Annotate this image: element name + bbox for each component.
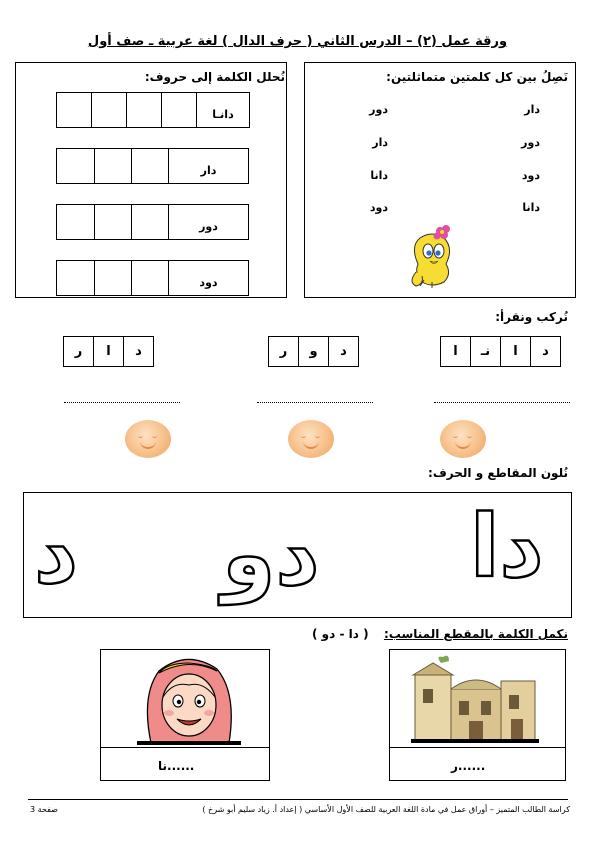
answer-cell[interactable] [94,260,132,296]
match-left-word[interactable]: دانا [370,169,388,182]
girl-picture [137,655,241,745]
letter-cell: و [298,336,329,367]
answer-cell[interactable] [126,92,162,128]
letter-cell: ر [63,336,94,367]
letter-group [269,336,359,367]
letter-cell: ر [268,336,299,367]
answer-cell[interactable] [56,260,95,296]
smiley-icon[interactable] [288,420,334,458]
house-picture [411,655,539,743]
letter-cell: د [530,336,561,367]
analyze-cells-row [57,92,250,128]
page-number: صفحة 3 [30,805,58,814]
page-title: ورقة عمل (٢) – الدرس الثاني ( حرف الدال ) لغة عربية ـ صف أول [87,34,508,49]
letter-cell: نـ [470,336,501,367]
cartoon-bird-picture [406,224,458,288]
letter-cell: ا [440,336,471,367]
analyze-cells-row [57,148,249,184]
house-card-divider [389,747,566,748]
word-cell: دور [168,204,249,240]
compose-heading: نُركب ونقرأ: [495,310,568,324]
answer-cell[interactable] [94,204,132,240]
letter-group [441,336,561,367]
match-right-word[interactable]: دور [521,136,540,149]
answer-cell[interactable] [56,92,92,128]
footer-divider [28,799,568,800]
outline-letter[interactable]: د [34,503,79,603]
answer-cell[interactable] [131,260,169,296]
answer-cell[interactable] [56,204,95,240]
answer-cell[interactable] [131,148,169,184]
word-cell: دود [168,260,249,296]
smiley-icon[interactable] [125,420,171,458]
match-right-word[interactable]: دود [521,169,540,182]
girl-card-divider [100,747,270,748]
footer-text: كراسة الطالب المتميز – أوراق عمل في مادة اللغة العربية للصف الأول الأساسي ( إعداد أ. زياد سليم أبو شرخ ) [202,805,570,814]
answer-line[interactable] [64,402,180,403]
match-left-word[interactable]: دود [369,201,388,214]
answer-cell[interactable] [131,204,169,240]
word-cell: دانـا [196,92,250,128]
analyze-heading: نُحلل الكلمة إلى حروف: [144,70,285,84]
letter-cell: د [328,336,359,367]
answer-cell[interactable] [56,148,95,184]
analyze-cells-row [57,204,249,240]
analyze-cells-row [57,260,249,296]
smiley-icon[interactable] [440,420,486,458]
complete-heading-text: نكمل الكلمة بالمقطع المناسب: [383,627,568,641]
outline-syllable[interactable]: دو [222,505,320,605]
match-right-word[interactable]: دانا [522,201,540,214]
word-cell: دار [168,148,249,184]
house-answer[interactable]: ......ر [451,759,486,773]
girl-answer[interactable]: ......نا [158,759,195,773]
answer-line[interactable] [434,402,570,403]
answer-cell[interactable] [91,92,127,128]
outline-syllable[interactable]: دا [470,497,544,597]
letter-cell: ا [93,336,124,367]
match-left-word[interactable]: دور [369,103,388,116]
match-right-word[interactable]: دار [524,103,540,116]
letter-group [64,336,154,367]
answer-cell[interactable] [94,148,132,184]
letter-cell: د [123,336,154,367]
match-left-word[interactable]: دار [372,136,388,149]
answer-line[interactable] [257,402,373,403]
complete-choices: ( دا - دو ) [312,627,369,641]
match-heading: نَصِلُ بين كل كلمتين متماثلتين: [386,70,568,84]
color-heading: نُلون المقاطع و الحرف: [428,466,568,480]
letter-cell: ا [500,336,531,367]
complete-heading [384,627,568,641]
answer-cell[interactable] [161,92,197,128]
